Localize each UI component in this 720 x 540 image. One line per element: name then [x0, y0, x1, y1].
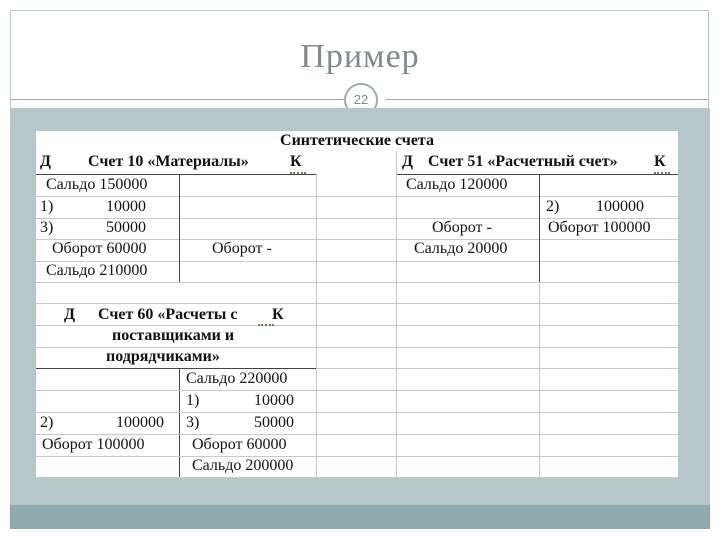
- account10-entry-no: 1): [40, 198, 54, 215]
- account60-credit-entry-no: 1): [186, 392, 200, 409]
- account51-credit-turnover: Оборот 100000: [548, 219, 651, 236]
- account60-credit-turnover: Оборот 60000: [192, 436, 287, 453]
- page-number-badge: 22: [344, 83, 378, 117]
- account10-title: Счет 10 «Материалы»: [88, 153, 249, 170]
- grid-line: [316, 174, 317, 282]
- grid-line: [316, 456, 678, 457]
- account10-divider: [179, 174, 180, 282]
- account51-debit-turnover: Оборот -: [432, 219, 492, 236]
- grid-line: [316, 434, 678, 435]
- account60-title-line2: поставщиками и: [112, 327, 235, 344]
- account10-debit-mark: Д: [40, 153, 52, 170]
- grid-line: [539, 282, 540, 478]
- grid-line: [316, 412, 678, 413]
- account60-opening: Сальдо 220000: [186, 370, 288, 387]
- footer-band: [10, 505, 710, 529]
- account51-credit-mark: К: [654, 153, 666, 170]
- grid-line: [396, 151, 397, 478]
- account51-debit-mark: Д: [402, 153, 414, 170]
- account10-credit-mark: К: [290, 153, 302, 170]
- account10-entry-amount: 50000: [106, 219, 146, 236]
- account51-closing: Сальдо 20000: [414, 240, 508, 257]
- account60-debit-turnover: Оборот 100000: [42, 436, 145, 453]
- grid-line: [316, 282, 317, 478]
- grid-line: [36, 303, 678, 304]
- account10-entry-amount: 10000: [106, 198, 146, 215]
- account10-closing: Сальдо 210000: [46, 262, 148, 279]
- account10-entry-no: 3): [40, 219, 54, 236]
- account60-closing: Сальдо 200000: [192, 457, 294, 474]
- spellcheck-squiggle: [258, 321, 274, 326]
- title-divider-right: [386, 99, 709, 100]
- account60-credit-entry-amount: 10000: [254, 392, 294, 409]
- account60-credit-entry-no: 3): [186, 414, 200, 431]
- grid-line: [316, 368, 678, 369]
- account51-credit-entry-amount: 100000: [596, 198, 644, 215]
- account60-credit-entry-amount: 50000: [254, 414, 294, 431]
- grid-line: [316, 390, 678, 391]
- account60-divider: [179, 368, 180, 477]
- grid-line: [36, 477, 678, 478]
- spreadsheet-area: [36, 131, 678, 478]
- account51-title: Счет 51 «Расчетный счет»: [428, 153, 618, 170]
- account60-debit-entry-no: 2): [40, 414, 54, 431]
- account51-divider: [539, 174, 540, 282]
- account60-credit-mark: К: [272, 306, 284, 323]
- account60-title-line3: подрядчиками»: [106, 348, 220, 365]
- account10-opening: Сальдо 150000: [46, 176, 148, 193]
- slide-title: Пример: [300, 38, 420, 75]
- account60-debit-mark: Д: [64, 306, 76, 323]
- account60-title-line1: Счет 60 «Расчеты с: [98, 306, 238, 323]
- account10-debit-turnover: Оборот 60000: [52, 240, 147, 257]
- sheet-heading: Синтетические счета: [280, 132, 434, 149]
- account60-debit-entry-amount: 100000: [116, 414, 164, 431]
- title-divider-left: [10, 99, 344, 100]
- account10-credit-turnover: Оборот -: [212, 240, 272, 257]
- account51-credit-entry-no: 2): [546, 198, 560, 215]
- grid-line: [36, 282, 678, 283]
- account51-opening: Сальдо 120000: [406, 176, 508, 193]
